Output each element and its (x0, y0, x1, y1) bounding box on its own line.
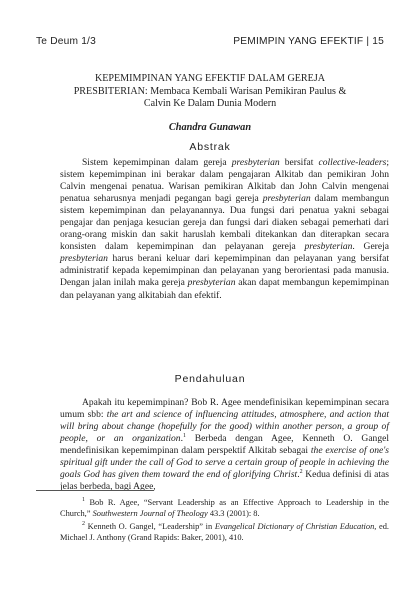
title-line-1: KEPEMIMPINAN YANG EFEKTIF DALAM GEREJA (94, 73, 326, 84)
footnote-text: 43.3 (2001): 8. (207, 509, 260, 519)
introduction-paragraph (60, 397, 389, 493)
intro-text: . (180, 433, 183, 445)
footnote-2 (60, 521, 389, 544)
intro-text: Kedua definisi di atas jelas berbeda, bagi Agee, (60, 469, 389, 493)
running-header (36, 36, 384, 50)
abstract-paragraph (60, 157, 389, 302)
abstract-italic-term: presbyterian (187, 277, 236, 289)
abstract-italic-term: presbyterian (60, 253, 108, 265)
abstract-text: ; sistem kepemimpinan ini berakar dalam pengajaran Alkitab dan pemikiran John Calvin mengenai penatua. Warisan pemikiran Alkitab dan John Calvin mengenai penatua seharusnya menjadi pegangan bagi gereja (60, 157, 390, 205)
abstract-text: akan dapat membangun kepemimpinan dan pelayanan yang alkitabiah dan efektif. (60, 277, 389, 301)
journal-name: Te Deum 1/3 (36, 36, 96, 47)
abstract-text: Sistem kepemimpinan dalam gereja (82, 157, 232, 168)
footnote-ref-2[interactable]: 2 (299, 469, 303, 476)
introduction-heading: Pendahuluan (174, 373, 246, 385)
abstract-italic-term: presbyterian (262, 193, 311, 205)
footnote-text: , ed. Michael J. Anthony (Grand Rapids: Baker, 2001), 410. (60, 521, 390, 542)
running-title-page-number: PEMIMPIN YANG EFEKTIF | 15 (233, 36, 384, 47)
footnote-source-title: Evangelical Dictionary of Christian Education (214, 521, 375, 531)
article-title (60, 73, 360, 111)
footnote-1 (60, 497, 389, 520)
abstract-italic-term: collective-leaders (318, 157, 387, 168)
intro-text: Berbeda dengan Agee, Kenneth O. Gangel mendefinisikan kepemimpinan dalam perspektif Alkitab sebagai (60, 433, 389, 457)
title-line-3: Calvin Ke Dalam Dunia Modern (143, 98, 277, 110)
abstract-text: dalam membangun sistem kepemimpinan dan pelayanannya. Dua fungsi dari penatua yakni sebagai pengajar dan penjaga kesucian gereja dan fungsi dari diaken sebagai pemerhati dari orang-orang miskin dan sakit haruslah kembali ditekankan dan diterapkan secara konsisten dalam kepemimpinan dan pelayanan gereja (60, 193, 389, 253)
footnote-text: Kenneth O. Gangel, “Leadership” in (85, 521, 215, 531)
abstract-italic-term: presbyterian (304, 241, 353, 253)
abstract-text: bersifat (279, 157, 319, 168)
footnote-number: 2 (82, 520, 85, 527)
footnotes (60, 497, 389, 544)
abstract-text: . Gereja (352, 241, 389, 253)
intro-text: . (297, 469, 300, 481)
footnote-text: Bob R. Agee, “Servant Leadership as an Effective Approach to Leadership in the Church,” (60, 498, 389, 519)
agee-definition-quote: the art and science of influencing attitudes, atmosphere, and action that will bring about change (hopefully for the good) within another person, a group of people, or an organization (60, 409, 389, 445)
footnote-ref-1[interactable]: 1 (182, 432, 186, 439)
abstract-heading: Abstrak (189, 141, 231, 153)
footnote-number: 1 (82, 497, 85, 504)
gangel-definition-quote: the exercise of one's spiritual gift under the call of God to serve a certain group of people in achieving the goals God has given them toward the end of glorifying Christ (60, 445, 389, 481)
abstract-italic-term: presbyterian (231, 157, 280, 168)
footnote-divider (36, 490, 154, 491)
footnote-source-title: Southwestern Journal of Theology (92, 509, 208, 519)
intro-text: Apakah itu kepemimpinan? Bob R. Agee mendefinisikan kepemimpinan secara umum sbb: (60, 397, 389, 421)
abstract-text: harus berani keluar dari kepemimpinan dan pelayanan yang bersifat administratif kepada kepemimpinan dan pelayanan yang berorientasi pada manusia. Dengan jalan inilah maka gereja (60, 253, 389, 289)
title-line-2: PRESBITERIAN: Membaca Kembali Warisan Pemikiran Paulus & (73, 85, 347, 97)
author-name: Chandra Gunawan (168, 122, 252, 133)
